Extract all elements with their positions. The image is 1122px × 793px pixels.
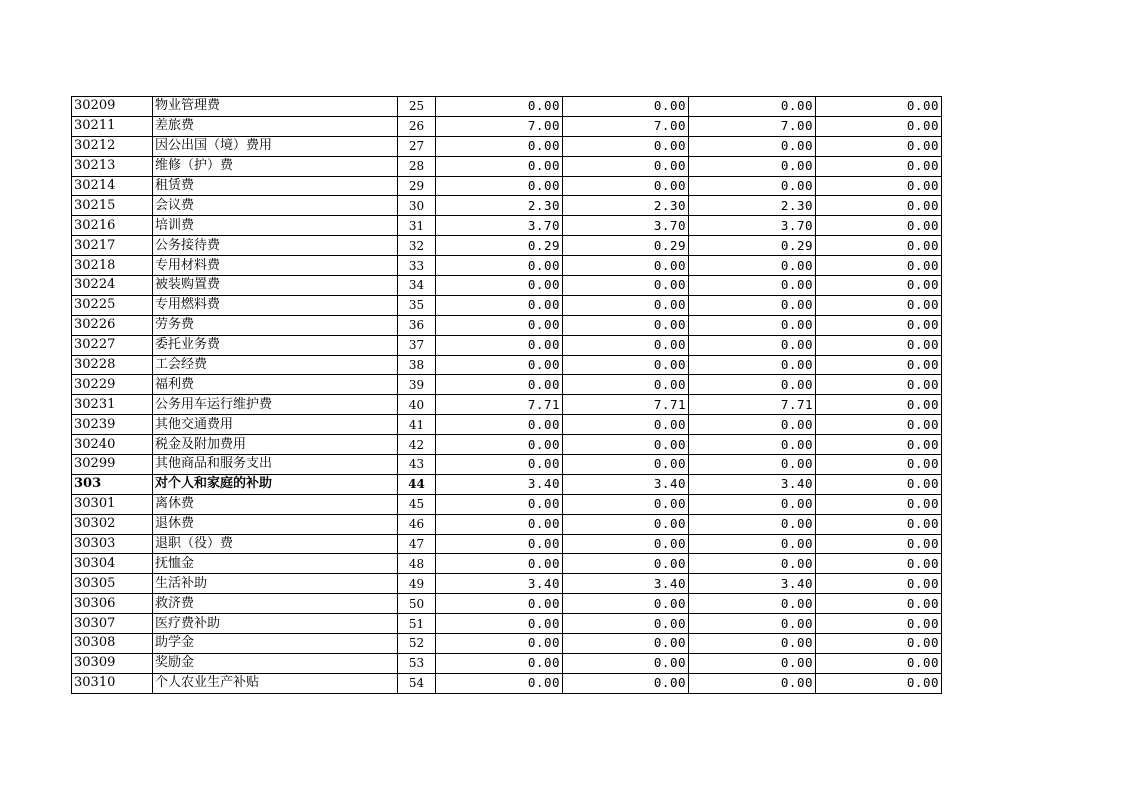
amount-cell-3: 2.30 bbox=[689, 196, 816, 216]
account-code-cell: 303 bbox=[72, 474, 153, 494]
amount-cell-1: 0.00 bbox=[436, 335, 563, 355]
amount-cell-3: 0.00 bbox=[689, 256, 816, 276]
table-row bbox=[72, 574, 942, 594]
amount-cell-1: 3.70 bbox=[436, 216, 563, 236]
amount-cell-2: 3.40 bbox=[563, 474, 689, 494]
amount-cell-1: 0.00 bbox=[436, 554, 563, 574]
amount-cell-1: 0.00 bbox=[436, 375, 563, 395]
amount-cell-2: 0.00 bbox=[563, 614, 689, 634]
account-code-cell: 30226 bbox=[72, 315, 153, 335]
amount-cell-4: 0.00 bbox=[816, 256, 942, 276]
account-code-cell: 30308 bbox=[72, 634, 153, 654]
amount-cell-4: 0.00 bbox=[816, 395, 942, 415]
line-number-cell: 54 bbox=[398, 673, 436, 693]
amount-cell-3: 0.00 bbox=[689, 673, 816, 693]
account-code-cell: 30307 bbox=[72, 614, 153, 634]
line-number-cell: 32 bbox=[398, 236, 436, 256]
account-name-cell: 对个人和家庭的补助 bbox=[153, 474, 398, 494]
amount-cell-2: 0.00 bbox=[563, 634, 689, 654]
amount-cell-3: 3.40 bbox=[689, 574, 816, 594]
account-name-cell: 医疗费补助 bbox=[153, 614, 398, 634]
line-number-cell: 29 bbox=[398, 176, 436, 196]
line-number-cell: 35 bbox=[398, 295, 436, 315]
amount-cell-2: 0.00 bbox=[563, 415, 689, 435]
amount-cell-4: 0.00 bbox=[816, 634, 942, 654]
account-code-cell: 30212 bbox=[72, 136, 153, 156]
line-number-cell: 41 bbox=[398, 415, 436, 435]
amount-cell-1: 0.00 bbox=[436, 256, 563, 276]
account-code-cell: 30239 bbox=[72, 415, 153, 435]
table-row bbox=[72, 136, 942, 156]
amount-cell-2: 0.00 bbox=[563, 97, 689, 117]
table-row bbox=[72, 653, 942, 673]
account-code-cell: 30302 bbox=[72, 514, 153, 534]
table-row bbox=[72, 673, 942, 693]
amount-cell-1: 0.00 bbox=[436, 315, 563, 335]
amount-cell-4: 0.00 bbox=[816, 554, 942, 574]
account-code-cell: 30309 bbox=[72, 653, 153, 673]
table-row bbox=[72, 474, 942, 494]
amount-cell-3: 0.00 bbox=[689, 435, 816, 455]
amount-cell-1: 0.00 bbox=[436, 97, 563, 117]
account-name-cell: 维修（护）费 bbox=[153, 156, 398, 176]
account-name-cell: 其他商品和服务支出 bbox=[153, 455, 398, 475]
amount-cell-3: 3.40 bbox=[689, 474, 816, 494]
amount-cell-3: 0.00 bbox=[689, 415, 816, 435]
account-code-cell: 30211 bbox=[72, 116, 153, 136]
amount-cell-2: 0.00 bbox=[563, 276, 689, 296]
amount-cell-4: 0.00 bbox=[816, 276, 942, 296]
amount-cell-3: 0.00 bbox=[689, 614, 816, 634]
account-name-cell: 退职（役）费 bbox=[153, 534, 398, 554]
line-number-cell: 49 bbox=[398, 574, 436, 594]
line-number-cell: 25 bbox=[398, 97, 436, 117]
account-code-cell: 30214 bbox=[72, 176, 153, 196]
line-number-cell: 40 bbox=[398, 395, 436, 415]
table-row bbox=[72, 594, 942, 614]
amount-cell-4: 0.00 bbox=[816, 455, 942, 475]
amount-cell-2: 0.00 bbox=[563, 375, 689, 395]
account-code-cell: 30310 bbox=[72, 673, 153, 693]
amount-cell-3: 0.00 bbox=[689, 634, 816, 654]
amount-cell-1: 0.29 bbox=[436, 236, 563, 256]
amount-cell-1: 0.00 bbox=[436, 295, 563, 315]
account-code-cell: 30231 bbox=[72, 395, 153, 415]
amount-cell-3: 0.00 bbox=[689, 554, 816, 574]
amount-cell-4: 0.00 bbox=[816, 653, 942, 673]
amount-cell-2: 0.00 bbox=[563, 494, 689, 514]
amount-cell-1: 7.71 bbox=[436, 395, 563, 415]
table-row bbox=[72, 116, 942, 136]
table-row bbox=[72, 435, 942, 455]
amount-cell-3: 0.00 bbox=[689, 276, 816, 296]
account-code-cell: 30218 bbox=[72, 256, 153, 276]
account-name-cell: 物业管理费 bbox=[153, 97, 398, 117]
amount-cell-3: 7.00 bbox=[689, 116, 816, 136]
table-row bbox=[72, 295, 942, 315]
amount-cell-4: 0.00 bbox=[816, 176, 942, 196]
amount-cell-2: 0.00 bbox=[563, 335, 689, 355]
account-code-cell: 30215 bbox=[72, 196, 153, 216]
line-number-cell: 36 bbox=[398, 315, 436, 335]
amount-cell-3: 0.00 bbox=[689, 534, 816, 554]
amount-cell-4: 0.00 bbox=[816, 335, 942, 355]
table-row bbox=[72, 176, 942, 196]
line-number-cell: 48 bbox=[398, 554, 436, 574]
account-code-cell: 30213 bbox=[72, 156, 153, 176]
line-number-cell: 28 bbox=[398, 156, 436, 176]
amount-cell-1: 2.30 bbox=[436, 196, 563, 216]
account-name-cell: 退休费 bbox=[153, 514, 398, 534]
amount-cell-4: 0.00 bbox=[816, 594, 942, 614]
amount-cell-1: 0.00 bbox=[436, 494, 563, 514]
table-row bbox=[72, 514, 942, 534]
amount-cell-3: 3.70 bbox=[689, 216, 816, 236]
line-number-cell: 33 bbox=[398, 256, 436, 276]
amount-cell-3: 0.00 bbox=[689, 653, 816, 673]
amount-cell-1: 0.00 bbox=[436, 355, 563, 375]
account-code-cell: 30224 bbox=[72, 276, 153, 296]
amount-cell-4: 0.00 bbox=[816, 673, 942, 693]
table-row bbox=[72, 276, 942, 296]
amount-cell-2: 7.71 bbox=[563, 395, 689, 415]
amount-cell-1: 3.40 bbox=[436, 474, 563, 494]
amount-cell-4: 0.00 bbox=[816, 136, 942, 156]
account-name-cell: 离休费 bbox=[153, 494, 398, 514]
account-name-cell: 会议费 bbox=[153, 196, 398, 216]
account-name-cell: 生活补助 bbox=[153, 574, 398, 594]
line-number-cell: 53 bbox=[398, 653, 436, 673]
table-body bbox=[72, 97, 942, 694]
table-row bbox=[72, 634, 942, 654]
account-name-cell: 委托业务费 bbox=[153, 335, 398, 355]
line-number-cell: 44 bbox=[398, 474, 436, 494]
line-number-cell: 50 bbox=[398, 594, 436, 614]
line-number-cell: 51 bbox=[398, 614, 436, 634]
amount-cell-2: 0.00 bbox=[563, 653, 689, 673]
account-name-cell: 税金及附加费用 bbox=[153, 435, 398, 455]
amount-cell-4: 0.00 bbox=[816, 614, 942, 634]
account-name-cell: 救济费 bbox=[153, 594, 398, 614]
amount-cell-1: 0.00 bbox=[436, 276, 563, 296]
amount-cell-1: 0.00 bbox=[436, 534, 563, 554]
table-row bbox=[72, 614, 942, 634]
table-row bbox=[72, 415, 942, 435]
amount-cell-3: 0.00 bbox=[689, 514, 816, 534]
line-number-cell: 42 bbox=[398, 435, 436, 455]
line-number-cell: 31 bbox=[398, 216, 436, 236]
amount-cell-4: 0.00 bbox=[816, 494, 942, 514]
line-number-cell: 37 bbox=[398, 335, 436, 355]
account-code-cell: 30306 bbox=[72, 594, 153, 614]
amount-cell-4: 0.00 bbox=[816, 435, 942, 455]
amount-cell-4: 0.00 bbox=[816, 315, 942, 335]
table-row bbox=[72, 375, 942, 395]
amount-cell-4: 0.00 bbox=[816, 236, 942, 256]
amount-cell-2: 0.00 bbox=[563, 435, 689, 455]
account-code-cell: 30303 bbox=[72, 534, 153, 554]
amount-cell-4: 0.00 bbox=[816, 295, 942, 315]
amount-cell-2: 0.00 bbox=[563, 136, 689, 156]
amount-cell-2: 0.00 bbox=[563, 315, 689, 335]
amount-cell-4: 0.00 bbox=[816, 216, 942, 236]
amount-cell-4: 0.00 bbox=[816, 514, 942, 534]
amount-cell-4: 0.00 bbox=[816, 156, 942, 176]
amount-cell-2: 3.70 bbox=[563, 216, 689, 236]
table-row bbox=[72, 236, 942, 256]
account-code-cell: 30217 bbox=[72, 236, 153, 256]
account-name-cell: 福利费 bbox=[153, 375, 398, 395]
amount-cell-1: 0.00 bbox=[436, 614, 563, 634]
table-row bbox=[72, 395, 942, 415]
account-code-cell: 30229 bbox=[72, 375, 153, 395]
line-number-cell: 52 bbox=[398, 634, 436, 654]
line-number-cell: 30 bbox=[398, 196, 436, 216]
account-code-cell: 30304 bbox=[72, 554, 153, 574]
amount-cell-3: 0.00 bbox=[689, 355, 816, 375]
account-name-cell: 其他交通费用 bbox=[153, 415, 398, 435]
amount-cell-1: 0.00 bbox=[436, 176, 563, 196]
account-name-cell: 个人农业生产补贴 bbox=[153, 673, 398, 693]
amount-cell-2: 7.00 bbox=[563, 116, 689, 136]
amount-cell-3: 0.00 bbox=[689, 594, 816, 614]
amount-cell-2: 0.00 bbox=[563, 594, 689, 614]
amount-cell-3: 7.71 bbox=[689, 395, 816, 415]
line-number-cell: 46 bbox=[398, 514, 436, 534]
account-name-cell: 培训费 bbox=[153, 216, 398, 236]
amount-cell-1: 0.00 bbox=[436, 653, 563, 673]
table-row bbox=[72, 156, 942, 176]
amount-cell-2: 0.00 bbox=[563, 156, 689, 176]
amount-cell-1: 0.00 bbox=[436, 435, 563, 455]
account-code-cell: 30240 bbox=[72, 435, 153, 455]
account-code-cell: 30209 bbox=[72, 97, 153, 117]
amount-cell-3: 0.00 bbox=[689, 335, 816, 355]
amount-cell-2: 0.00 bbox=[563, 673, 689, 693]
account-name-cell: 劳务费 bbox=[153, 315, 398, 335]
amount-cell-4: 0.00 bbox=[816, 534, 942, 554]
line-number-cell: 45 bbox=[398, 494, 436, 514]
amount-cell-3: 0.00 bbox=[689, 136, 816, 156]
amount-cell-1: 0.00 bbox=[436, 136, 563, 156]
amount-cell-1: 3.40 bbox=[436, 574, 563, 594]
amount-cell-2: 0.00 bbox=[563, 176, 689, 196]
amount-cell-1: 7.00 bbox=[436, 116, 563, 136]
account-code-cell: 30227 bbox=[72, 335, 153, 355]
table-row bbox=[72, 554, 942, 574]
amount-cell-4: 0.00 bbox=[816, 415, 942, 435]
table-row bbox=[72, 494, 942, 514]
line-number-cell: 38 bbox=[398, 355, 436, 375]
table-row bbox=[72, 256, 942, 276]
amount-cell-3: 0.00 bbox=[689, 97, 816, 117]
amount-cell-3: 0.00 bbox=[689, 494, 816, 514]
table-row bbox=[72, 335, 942, 355]
account-name-cell: 奖励金 bbox=[153, 653, 398, 673]
table-row bbox=[72, 196, 942, 216]
line-number-cell: 43 bbox=[398, 455, 436, 475]
account-name-cell: 专用材料费 bbox=[153, 256, 398, 276]
amount-cell-1: 0.00 bbox=[436, 673, 563, 693]
account-name-cell: 专用燃料费 bbox=[153, 295, 398, 315]
amount-cell-2: 0.00 bbox=[563, 256, 689, 276]
table-row bbox=[72, 97, 942, 117]
account-name-cell: 因公出国（境）费用 bbox=[153, 136, 398, 156]
amount-cell-3: 0.00 bbox=[689, 375, 816, 395]
amount-cell-1: 0.00 bbox=[436, 634, 563, 654]
amount-cell-1: 0.00 bbox=[436, 415, 563, 435]
amount-cell-4: 0.00 bbox=[816, 474, 942, 494]
account-code-cell: 30305 bbox=[72, 574, 153, 594]
amount-cell-4: 0.00 bbox=[816, 375, 942, 395]
account-name-cell: 工会经费 bbox=[153, 355, 398, 375]
amount-cell-2: 0.00 bbox=[563, 534, 689, 554]
line-number-cell: 47 bbox=[398, 534, 436, 554]
amount-cell-3: 0.00 bbox=[689, 295, 816, 315]
account-name-cell: 助学金 bbox=[153, 634, 398, 654]
amount-cell-3: 0.00 bbox=[689, 156, 816, 176]
account-code-cell: 30301 bbox=[72, 494, 153, 514]
amount-cell-2: 0.00 bbox=[563, 355, 689, 375]
account-name-cell: 公务接待费 bbox=[153, 236, 398, 256]
table-row bbox=[72, 216, 942, 236]
amount-cell-4: 0.00 bbox=[816, 116, 942, 136]
account-code-cell: 30225 bbox=[72, 295, 153, 315]
account-name-cell: 被装购置费 bbox=[153, 276, 398, 296]
account-name-cell: 公务用车运行维护费 bbox=[153, 395, 398, 415]
amount-cell-4: 0.00 bbox=[816, 196, 942, 216]
amount-cell-2: 0.00 bbox=[563, 295, 689, 315]
amount-cell-1: 0.00 bbox=[436, 156, 563, 176]
amount-cell-2: 2.30 bbox=[563, 196, 689, 216]
amount-cell-2: 0.29 bbox=[563, 236, 689, 256]
table-row bbox=[72, 455, 942, 475]
table-row bbox=[72, 315, 942, 335]
amount-cell-3: 0.29 bbox=[689, 236, 816, 256]
account-code-cell: 30228 bbox=[72, 355, 153, 375]
account-name-cell: 抚恤金 bbox=[153, 554, 398, 574]
line-number-cell: 39 bbox=[398, 375, 436, 395]
amount-cell-1: 0.00 bbox=[436, 514, 563, 534]
amount-cell-1: 0.00 bbox=[436, 455, 563, 475]
account-name-cell: 租赁费 bbox=[153, 176, 398, 196]
account-code-cell: 30216 bbox=[72, 216, 153, 236]
amount-cell-2: 3.40 bbox=[563, 574, 689, 594]
amount-cell-3: 0.00 bbox=[689, 455, 816, 475]
amount-cell-4: 0.00 bbox=[816, 574, 942, 594]
account-name-cell: 差旅费 bbox=[153, 116, 398, 136]
table-row bbox=[72, 355, 942, 375]
account-code-cell: 30299 bbox=[72, 455, 153, 475]
table-row bbox=[72, 534, 942, 554]
amount-cell-4: 0.00 bbox=[816, 97, 942, 117]
amount-cell-3: 0.00 bbox=[689, 315, 816, 335]
amount-cell-3: 0.00 bbox=[689, 176, 816, 196]
line-number-cell: 34 bbox=[398, 276, 436, 296]
budget-expense-table bbox=[71, 96, 942, 694]
amount-cell-2: 0.00 bbox=[563, 455, 689, 475]
amount-cell-1: 0.00 bbox=[436, 594, 563, 614]
amount-cell-4: 0.00 bbox=[816, 355, 942, 375]
line-number-cell: 26 bbox=[398, 116, 436, 136]
line-number-cell: 27 bbox=[398, 136, 436, 156]
amount-cell-2: 0.00 bbox=[563, 554, 689, 574]
amount-cell-2: 0.00 bbox=[563, 514, 689, 534]
